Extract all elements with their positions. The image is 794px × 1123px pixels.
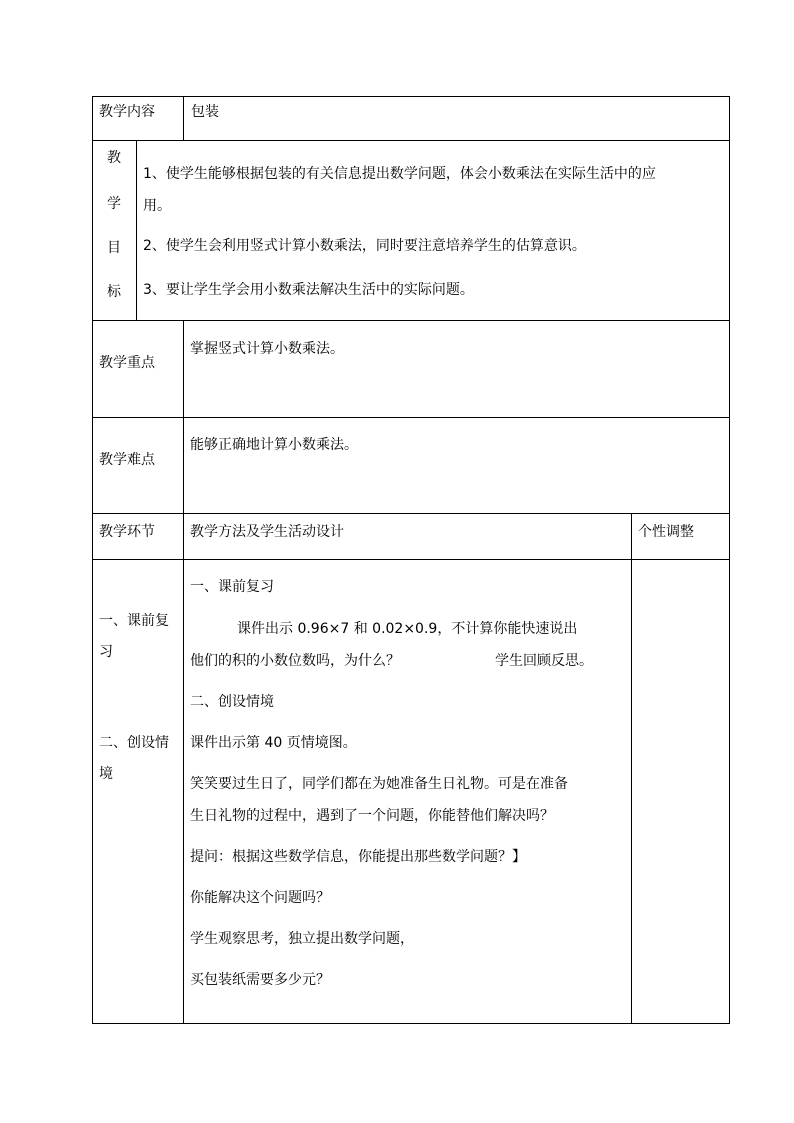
phase-situation-cont: 境 [99, 766, 113, 782]
content-label: 教学内容 [99, 104, 155, 120]
content-value: 包装 [191, 104, 219, 120]
table-border-bottom [92, 1023, 730, 1024]
situation-title: 二、创设情境 [190, 694, 274, 710]
goal-item: 1、使学生能够根据包装的有关信息提出数学问题，体会小数乘法在实际生活中的应 [143, 166, 656, 182]
review-text: 他们的积的小数位数吗，为什么？ [190, 653, 400, 669]
difficult-point-label: 教学难点 [99, 452, 155, 468]
table-border-top [92, 96, 730, 97]
phase-review-cont: 习 [99, 644, 113, 660]
table-border-left [92, 96, 93, 1024]
review-title: 一、课前复习 [190, 579, 274, 595]
row-divider [92, 417, 730, 418]
header-phase: 教学环节 [99, 524, 155, 540]
header-method: 教学方法及学生活动设计 [190, 524, 344, 540]
goals-label-char: 标 [107, 284, 121, 300]
review-text: 课件出示 0.96×7 和 0.02×0.9，不计算你能快速说出 [237, 621, 578, 637]
difficult-point-value: 能够正确地计算小数乘法。 [190, 437, 358, 453]
key-point-label: 教学重点 [99, 355, 155, 371]
goal-item: 2、使学生会利用竖式计算小数乘法，同时要注意培养学生的估算意识。 [143, 238, 586, 254]
goal-item: 3、要让学生学会用小数乘法解决生活中的实际问题。 [143, 282, 474, 298]
row-divider [92, 559, 730, 560]
can-solve-text: 你能解决这个问题吗？ [190, 890, 330, 906]
buy-text: 买包装纸需要多少元？ [190, 972, 330, 988]
goals-label-char: 教 [107, 150, 121, 166]
review-response: 学生回顾反思。 [495, 653, 593, 669]
question-text: 提问：根据这些数学信息，你能提出那些数学问题？】 [190, 849, 526, 865]
goal-item: 用。 [143, 198, 171, 214]
header-adjust: 个性调整 [638, 524, 694, 540]
situation-show: 课件出示第 40 页情境图。 [190, 735, 357, 751]
row-divider [92, 320, 730, 321]
row-divider [92, 513, 730, 514]
phase-review: 一、课前复 [99, 613, 169, 629]
observe-text: 学生观察思考，独立提出数学问题， [190, 931, 414, 947]
story-text: 笑笑要过生日了，同学们都在为她准备生日礼物。可是在准备 [190, 776, 568, 792]
goals-label-char: 目 [107, 240, 121, 256]
phase-situation: 二、创设情 [99, 735, 169, 751]
column-divider [136, 140, 137, 321]
table-border-right [729, 96, 730, 1024]
key-point-value: 掌握竖式计算小数乘法。 [190, 341, 344, 357]
column-divider [631, 513, 632, 1024]
story-text: 生日礼物的过程中，遇到了一个问题，你能替他们解决吗？ [190, 808, 554, 824]
goals-label-char: 学 [107, 196, 121, 212]
row-divider [92, 140, 730, 141]
column-divider [183, 96, 184, 141]
column-divider [183, 320, 184, 1024]
